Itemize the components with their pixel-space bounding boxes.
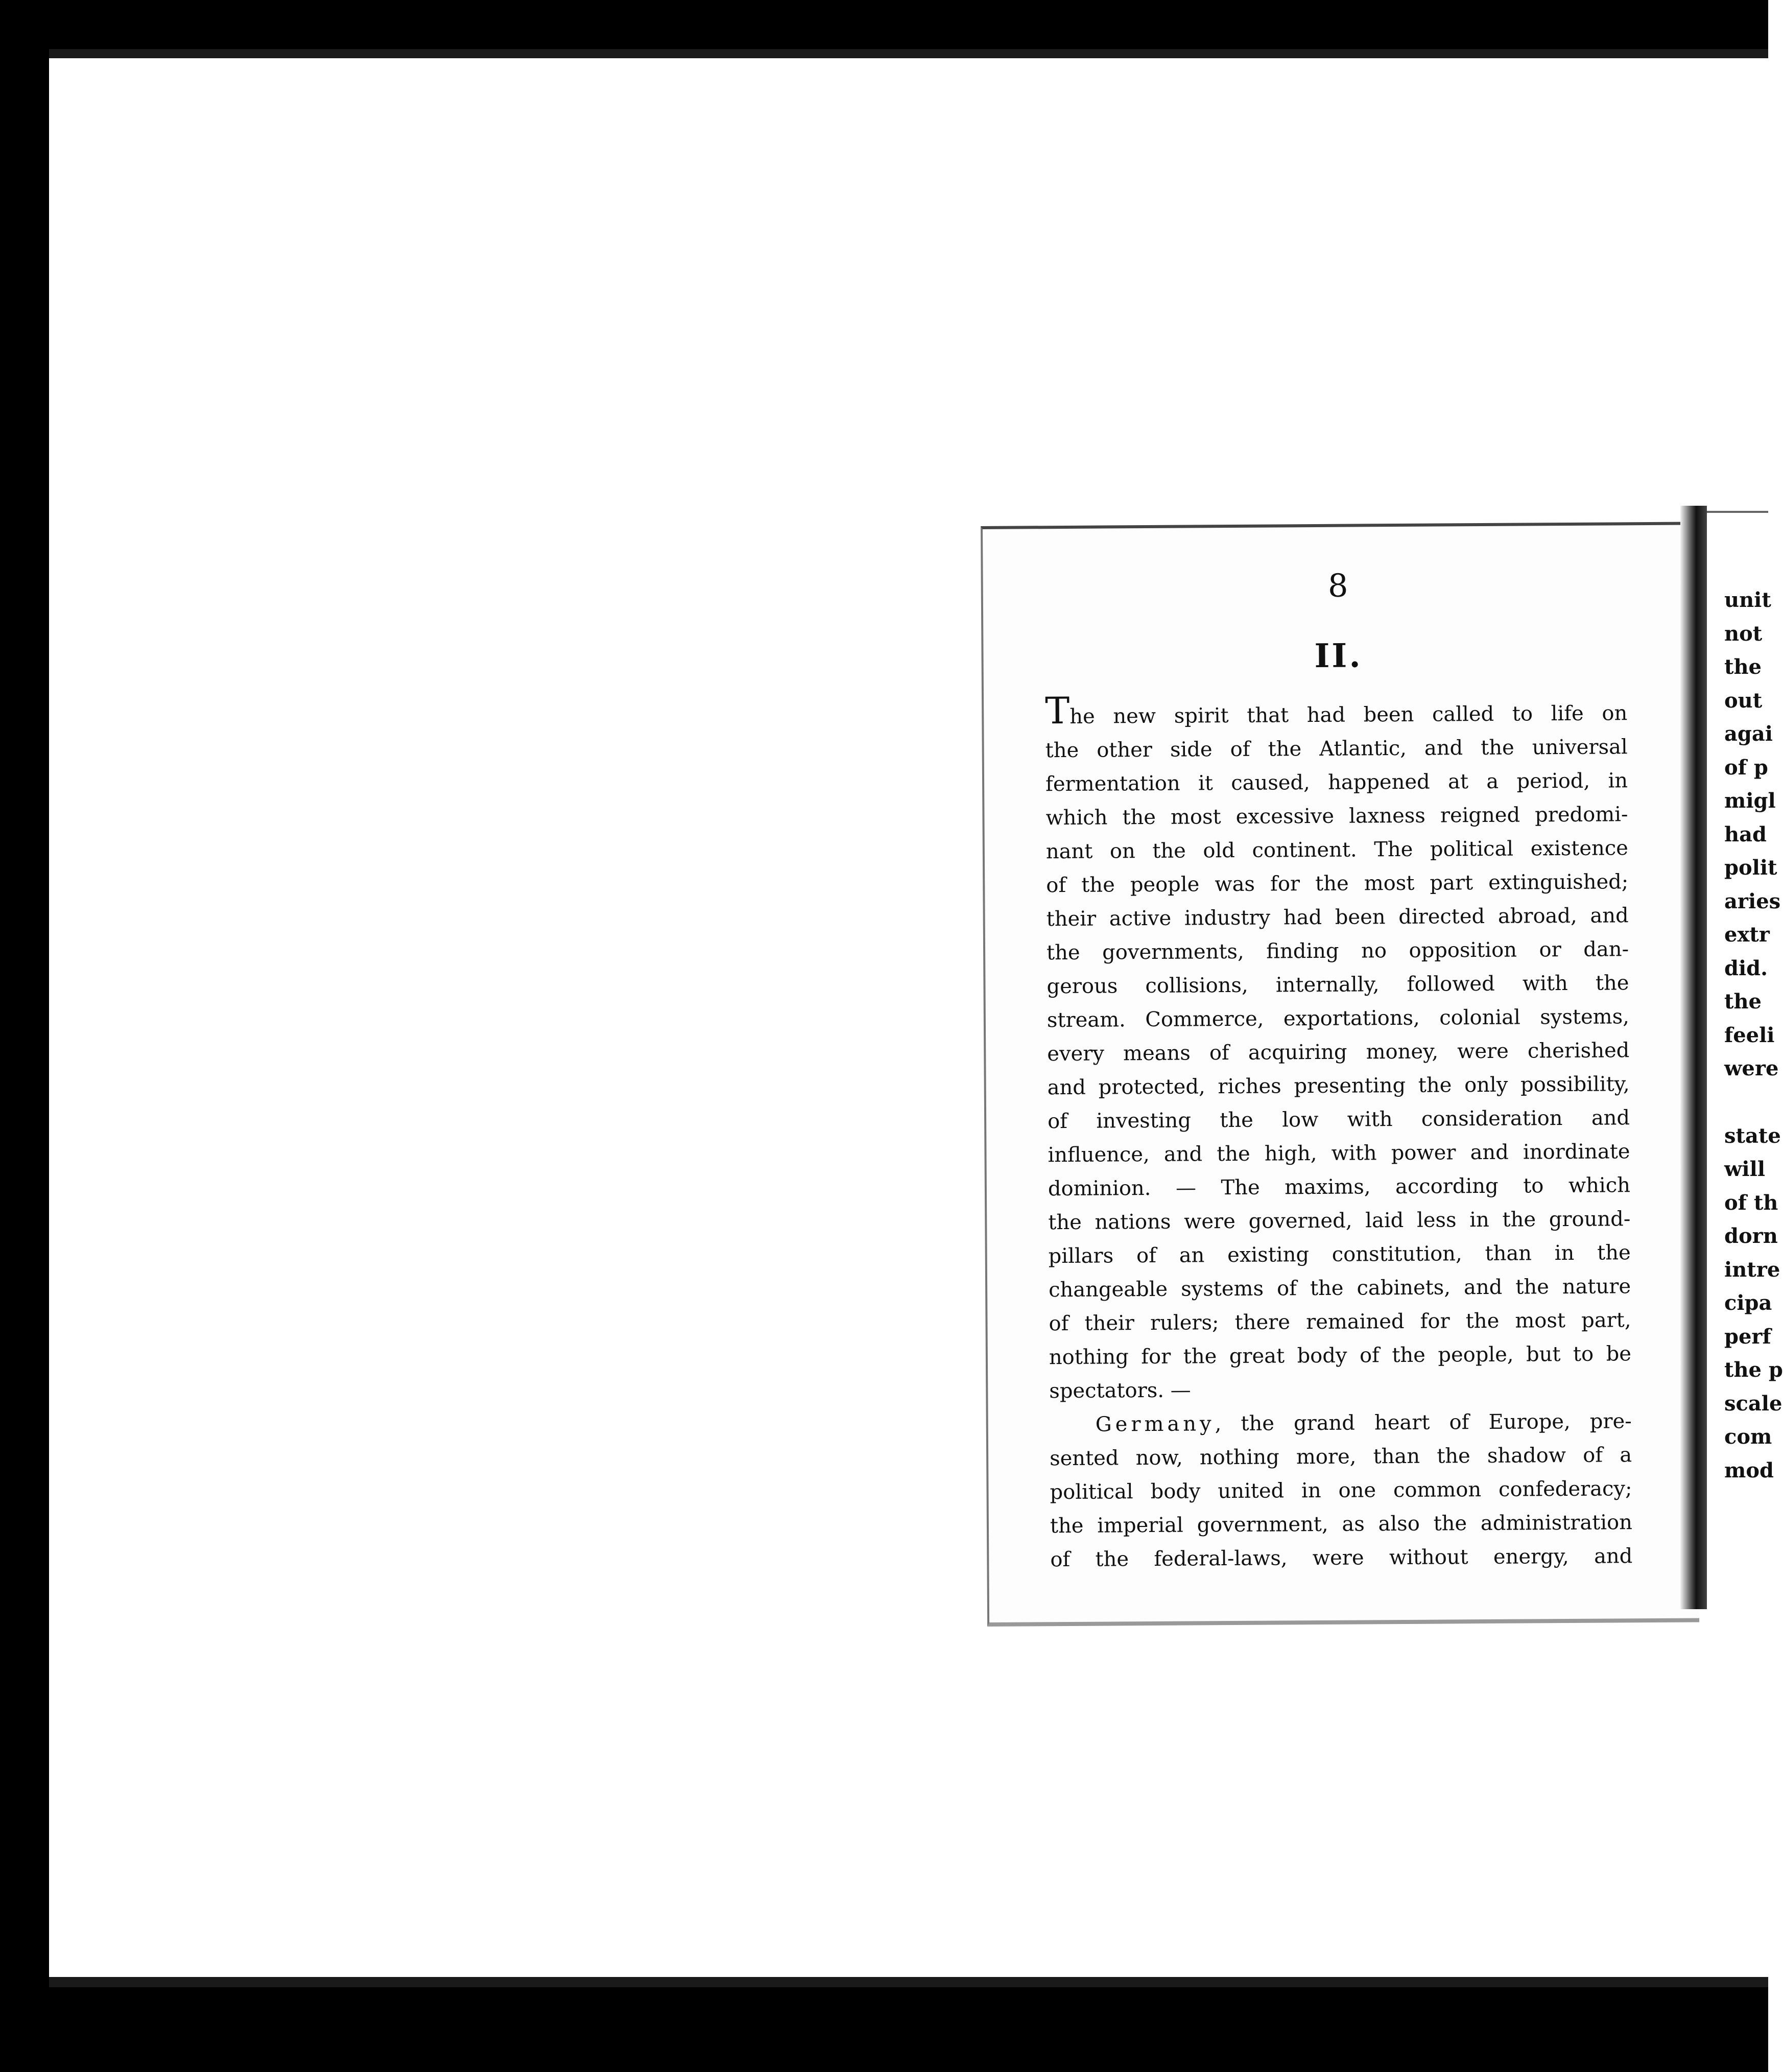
fragment-line: aries <box>1724 889 1781 913</box>
fragment-line: feeli <box>1724 1023 1775 1047</box>
fragment-line: intre <box>1724 1257 1780 1282</box>
fragment-line: did. <box>1724 956 1768 980</box>
text-line: influence, and the high, with power and inordinate <box>1048 1140 1630 1167</box>
text-line: nant on the old continent. The political existence <box>1045 836 1629 864</box>
scan-border-bottom <box>0 1987 1768 2072</box>
fragment-line: mod <box>1724 1458 1774 1482</box>
text-line: of the people was for the most part extinguished; <box>1046 870 1629 898</box>
book-gutter <box>1680 506 1707 1609</box>
text-line: their active industry had been directed abroad, and <box>1046 904 1629 931</box>
fragment-line: extr <box>1724 923 1770 947</box>
fragment-line: the <box>1724 990 1762 1014</box>
body-text <box>1044 689 1633 1576</box>
page-number: 8 <box>1327 567 1348 604</box>
fragment-line: were <box>1724 1056 1779 1080</box>
fragment-line: the p <box>1724 1358 1783 1382</box>
fragment-line: perf <box>1724 1324 1771 1349</box>
text-line: The new spirit that had been called to life on <box>1044 689 1628 733</box>
text-line: the governments, finding no opposition or dan- <box>1046 937 1629 965</box>
text-line: changeable systems of the cabinets, and the nature <box>1048 1275 1631 1302</box>
paragraph-gap <box>1724 1086 1768 1119</box>
text-line: spectators. — <box>1049 1378 1191 1403</box>
fragment-line: out <box>1724 688 1763 713</box>
fragment-line: cipa <box>1724 1291 1772 1315</box>
fragment-line: not <box>1724 621 1763 646</box>
scan-border-top-inner <box>49 49 1768 58</box>
book-page-right <box>1707 511 1783 1647</box>
fragment-line: state <box>1724 1123 1781 1148</box>
text-line: gerous collisions, internally, followed with the <box>1047 971 1629 999</box>
text-line: fermentation it caused, happened at a period, in <box>1045 769 1628 796</box>
text-line: political body united in one common confederacy; <box>1050 1477 1632 1504</box>
scan-border-bottom-inner <box>49 1977 1768 1987</box>
text-line: nothing for the great body of the people, but to be <box>1049 1342 1632 1370</box>
scan-border-top <box>0 0 1768 49</box>
text-line: the other side of the Atlantic, and the universal <box>1045 735 1628 763</box>
text-line: sented now, nothing more, than the shadow of a <box>1050 1443 1632 1471</box>
book-page-left <box>981 522 1699 1626</box>
fragment-line: unit <box>1724 588 1771 612</box>
text-line: the imperial government, as also the administration <box>1050 1511 1633 1538</box>
fragment-line: migl <box>1724 789 1776 813</box>
emphasized-word: Germany <box>1095 1412 1215 1437</box>
fragment-line: scale <box>1724 1391 1782 1416</box>
text-line: and protected, riches presenting the only possibility, <box>1047 1072 1630 1100</box>
facing-page-text <box>1724 583 1783 1487</box>
text-line: stream. Commerce, exportations, colonial systems, <box>1047 1005 1630 1032</box>
scan-border-left <box>0 0 49 2072</box>
chapter-heading: II. <box>1314 637 1363 676</box>
fragment-line: of p <box>1724 755 1768 780</box>
fragment-line: had <box>1724 822 1767 846</box>
fragment-line: the <box>1724 655 1762 679</box>
fragment-line: of th <box>1724 1190 1778 1215</box>
text-line: of investing the low with consideration and <box>1047 1106 1630 1134</box>
fragment-line: dorn <box>1724 1224 1778 1248</box>
text-line: dominion. — The maxims, according to which <box>1048 1173 1631 1201</box>
text-line: of the federal-laws, were without energy, and <box>1050 1544 1633 1572</box>
fragment-line: agai <box>1724 722 1773 746</box>
text-line: every means of acquiring money, were cherished <box>1047 1039 1630 1066</box>
fragment-line: will <box>1724 1157 1766 1181</box>
text-line: Germany, the grand heart of Europe, pre- <box>1095 1409 1632 1437</box>
drop-cap: T <box>1044 689 1070 733</box>
text-line: pillars of an existing constitution, than in the <box>1048 1241 1631 1268</box>
fragment-line: com <box>1724 1425 1772 1449</box>
text-line: of their rulers; there remained for the most part, <box>1049 1308 1631 1336</box>
text-line: the nations were governed, laid less in the ground- <box>1048 1207 1631 1235</box>
fragment-line: polit <box>1724 856 1777 880</box>
text-line: which the most excessive laxness reigned predomi- <box>1045 803 1628 830</box>
